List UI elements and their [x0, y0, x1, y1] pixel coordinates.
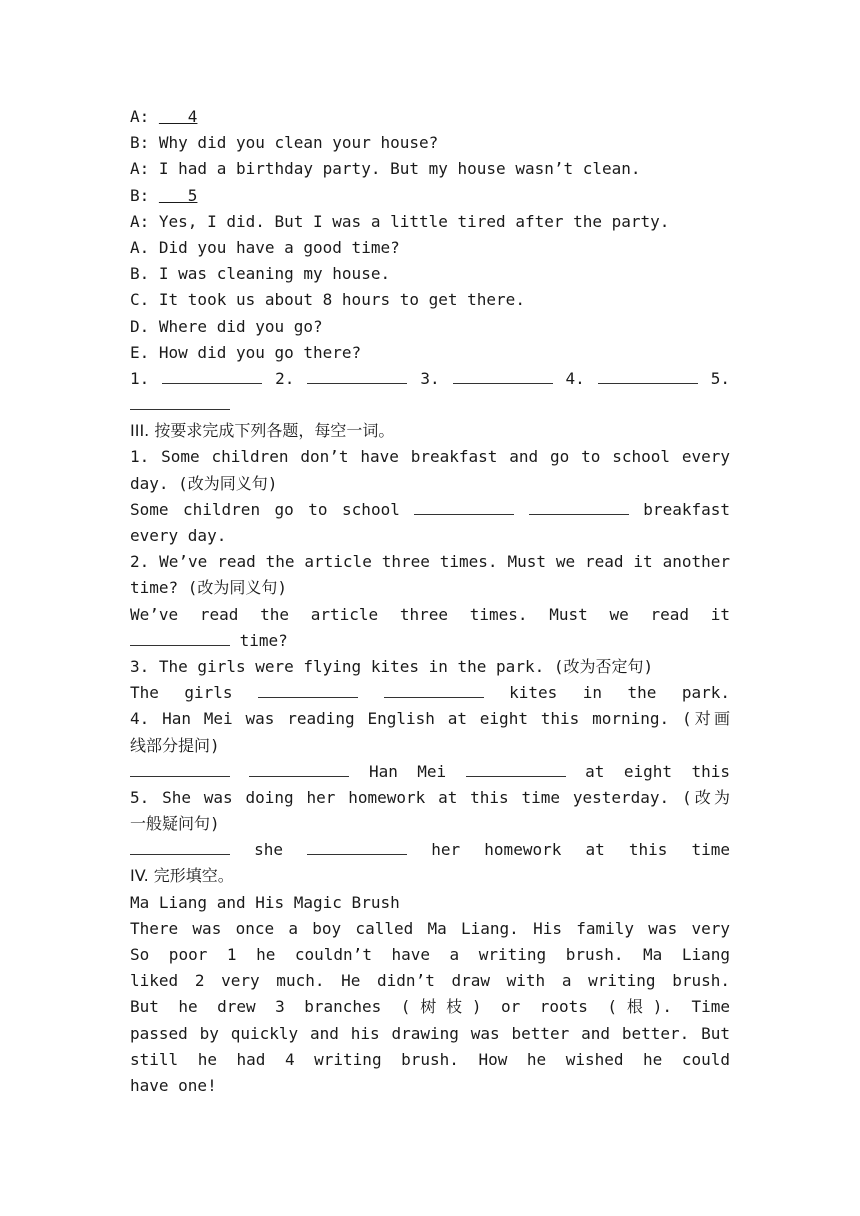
passage-line: There was once a boy called Ma Liang. His family was very — [130, 918, 730, 938]
q2-text: 2. We’ve read the article three times. Must we read it another — [130, 552, 730, 572]
q5-blank-2[interactable] — [307, 839, 407, 855]
answer-line-wrap — [130, 392, 730, 418]
dialogue-line-a-blank4 — [130, 104, 730, 130]
q2-answer: We’ve read the article three times. Must we read it — [130, 602, 730, 628]
q4-text: 4. Han Mei was reading English at eight this morning. (对画 — [130, 709, 730, 729]
passage-line: liked 2 very much. He didn’t draw with a writing brush. — [130, 971, 730, 991]
speaker-label: A: — [130, 107, 159, 126]
option-b: B. I was cleaning my house. — [130, 264, 391, 284]
cloze-number-1: 1 — [226, 945, 237, 964]
passage-title: Ma Liang and His Magic Brush — [130, 892, 400, 912]
q5-blank-1[interactable] — [130, 839, 230, 855]
q5-text: 5. She was doing her homework at this time yesterday. (改为 — [130, 787, 730, 807]
q3-text: 3. The girls were flying kites in the park. (改为否定句) — [130, 656, 654, 676]
speaker-label: B: — [130, 185, 159, 205]
q4-blank-3[interactable] — [466, 761, 566, 777]
q4-instruction: 线部分提问) — [130, 735, 220, 755]
passage-line: still he had 4 writing brush. How he wished he could — [130, 1049, 730, 1069]
blank-number-5: 5 — [158, 185, 198, 205]
passage-line: But he drew 3 branches (树枝) or roots (根). Time — [130, 997, 730, 1017]
dialogue-line: B: Why did you clean your house? — [130, 133, 439, 153]
option-a: A. Did you have a good time? — [130, 237, 400, 257]
blank-number-4: 4 — [158, 107, 198, 126]
q1-blank-2[interactable] — [529, 499, 629, 515]
document-page — [130, 104, 730, 1099]
dialogue-line-b-blank5 — [130, 183, 730, 209]
answer-blank-2[interactable] — [307, 368, 407, 384]
q4-answer: Han Mei at eight this — [130, 759, 730, 785]
q1-instruction: day. (改为同义句) — [130, 473, 278, 493]
q3-blank-2[interactable] — [384, 682, 484, 698]
option-d: D. Where did you go? — [130, 316, 323, 336]
answer-blank-5[interactable] — [130, 394, 230, 410]
passage-line: have one! — [130, 1075, 217, 1095]
q1-blank-1[interactable] — [414, 499, 514, 515]
q4-blank-2[interactable] — [249, 761, 349, 777]
dialogue-line: A: I had a birthday party. But my house wasn’t clean. — [130, 159, 641, 179]
q4-blank-1[interactable] — [130, 761, 230, 777]
q1-answer: Some children go to school breakfast — [130, 499, 730, 519]
cloze-number-3: 3 — [275, 997, 285, 1017]
section-4-heading: IV. 完形填空。 — [130, 866, 234, 886]
answer-blank-3[interactable] — [453, 368, 553, 384]
q2-instruction: time? (改为同义句) — [130, 578, 288, 598]
q3-answer: The girls kites in the park. — [130, 683, 730, 703]
passage-line: passed by quickly and his drawing was better and better. But — [130, 1023, 730, 1043]
q2-blank-2[interactable] — [130, 630, 230, 646]
answer-blank-1[interactable] — [162, 368, 262, 384]
q2-answer-cont: time? — [130, 628, 730, 654]
q5-answer: she her homework at this time — [130, 837, 730, 863]
cloze-number-4: 4 — [284, 1049, 295, 1069]
answer-blank-4[interactable] — [598, 368, 698, 384]
option-e: E. How did you go there? — [130, 342, 362, 362]
section-3-heading: III. 按要求完成下列各题，每空一词。 — [130, 421, 395, 441]
q1-answer-cont: every day. — [130, 526, 227, 545]
q3-blank-1[interactable] — [258, 682, 358, 698]
passage-line: So poor 1 he couldn’t have a writing brush. Ma Liang — [130, 945, 730, 964]
answer-line: 1. 2. 3. 4. 5. — [130, 368, 730, 388]
q1-text: 1. Some children don’t have breakfast and go to school every — [130, 447, 730, 467]
cloze-number-2: 2 — [194, 971, 205, 991]
dialogue-line: A: Yes, I did. But I was a little tired after the party. — [130, 211, 670, 231]
q5-instruction: 一般疑问句) — [130, 814, 220, 834]
option-c: C. It took us about 8 hours to get there. — [130, 290, 525, 310]
